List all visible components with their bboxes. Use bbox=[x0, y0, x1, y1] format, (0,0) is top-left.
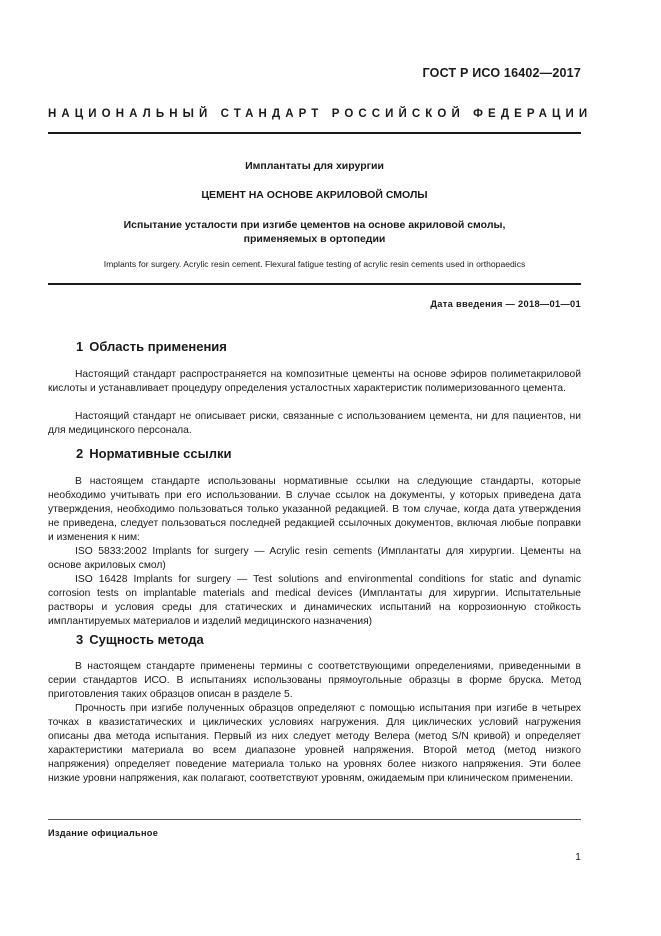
section-title: Сущность метода bbox=[89, 632, 204, 647]
section-title: Нормативные ссылки bbox=[89, 446, 232, 461]
section-1-heading bbox=[76, 339, 227, 354]
page-number: 1 bbox=[575, 851, 581, 863]
paragraph: Прочность при изгибе полученных образцов определяют с помощью испытания при изгибе в четырех точках в квазистатических и циклических условиях нагружения. Для циклических условий нагружения описаны два метода испытания. Первый из них следует методу Велера (метод S/N кривой) и определяет характеристики материала во всем диапазоне уровней напряжения. Второй метод (метод низкого напряжения) определяет поведение материала только на уровнях более низкого напряжения. Эти более низкие уровни напряжения, как полагают, соответствуют уровням, ожидаемым при клиническом применении. bbox=[48, 703, 581, 785]
paragraph: Настоящий стандарт распространяется на композитные цементы на основе эфиров полиметакриловой кислоты и устанавливает процедуру определения усталостных характеристик полимеризованного цемента. bbox=[48, 369, 581, 395]
title-line-3b: применяемых в ортопедии bbox=[243, 233, 386, 245]
document-code: ГОСТ Р ИСО 16402—2017 bbox=[422, 66, 581, 80]
title-line-3a: Испытание усталости при изгибе цементов на основе акриловой смолы, bbox=[123, 219, 506, 231]
reference-item: ISO 16428 Implants for surgery — Test solutions and environmental conditions for static and dynamic corrosion tests on implantable materials and medical devices (Имплантаты для хирургии. Испытательные растворы и условия среды для статических и динамических испытаний на коррозионную стойкость имплантируемых материалов и изделий медицинского назначения) bbox=[48, 574, 581, 628]
title-line-2: ЦЕМЕНТ НА ОСНОВЕ АКРИЛОВОЙ СМОЛЫ bbox=[201, 189, 428, 201]
reference-item: ISO 5833:2002 Implants for surgery — Acrylic resin cements (Имплантаты для хирургии. Цементы на основе акриловых смол) bbox=[48, 546, 581, 572]
edition-note: Издание официальное bbox=[48, 828, 159, 838]
introduction-date: Дата введения — 2018—01—01 bbox=[430, 299, 581, 309]
paragraph: В настоящем стандарте использованы нормативные ссылки на следующие стандарты, которые необходимо учитывать при его использовании. В случае ссылок на документы, у которых приведена дата утверждения, необходимо пользоваться только указанной редакцией. В том случае, когда дата утверждения не приведена, следует пользоваться последней редакцией ссылочных документов, включая любые поправки и изменения к ним: bbox=[48, 476, 581, 544]
footer-rule bbox=[48, 819, 581, 820]
paragraph: В настоящем стандарте применены термины с соответствующими определениями, приведенными в серии стандартов ИСО. В испытаниях использованы прямоугольные образцы в форме бруска. Метод приготовления таких образцов описан в разделе 5. bbox=[48, 661, 581, 701]
title-line-1: Имплантаты для хирургии bbox=[245, 160, 384, 172]
section-title: Область применения bbox=[89, 339, 227, 354]
paragraph: Настоящий стандарт не описывает риски, связанные с использованием цемента, ни для пациентов, ни для медицинского персонала. bbox=[48, 411, 581, 437]
section-3-heading bbox=[76, 632, 204, 647]
title-rule bbox=[48, 283, 581, 285]
section-2-heading bbox=[76, 446, 231, 461]
national-standard-heading: НАЦИОНАЛЬНЫЙ СТАНДАРТ РОССИЙСКОЙ ФЕДЕРАЦИИ bbox=[48, 108, 593, 120]
english-title: Implants for surgery. Acrylic resin cement. Flexural fatigue testing of acrylic resin cements used in orthopaedics bbox=[103, 259, 526, 269]
section-number: 3 bbox=[76, 632, 84, 647]
title-line-3 bbox=[48, 218, 581, 246]
header-rule bbox=[48, 132, 581, 134]
section-number: 1 bbox=[76, 339, 84, 354]
section-number: 2 bbox=[76, 446, 84, 461]
